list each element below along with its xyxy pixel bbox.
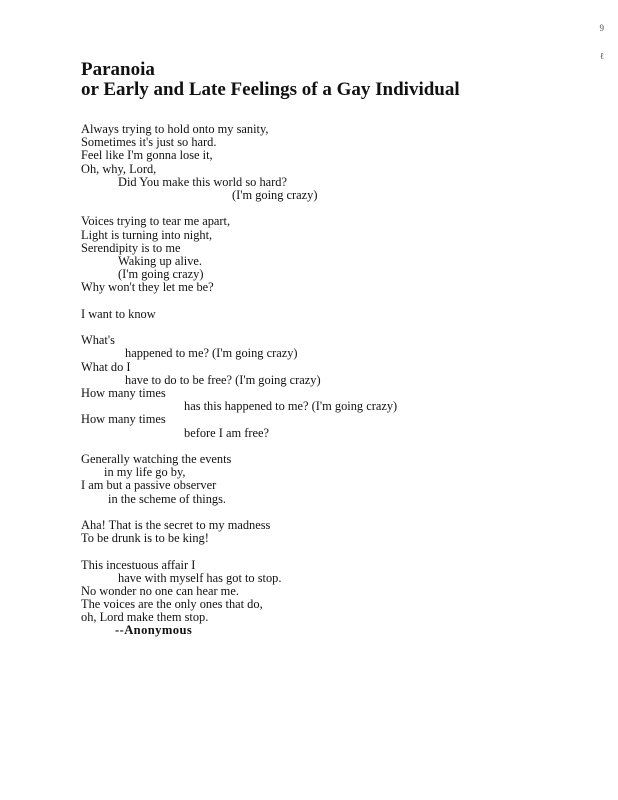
stanza-5 [81, 453, 601, 506]
poem-line: I am but a passive observer [81, 478, 217, 493]
poem-line: Always trying to hold onto my sanity, [81, 122, 269, 136]
stanza-6 [81, 519, 601, 545]
title-line-1: Paranoia [81, 59, 155, 80]
poem-line: (I'm going crazy) [118, 267, 204, 282]
poem-title [81, 60, 460, 100]
poem-line: has this happened to me? (I'm going crazy) [184, 399, 398, 414]
poem-line: Sometimes it's just so hard. [81, 135, 217, 150]
poem-line: Why won't they let me be? [81, 280, 214, 295]
stanza-2 [81, 215, 601, 294]
margin-mark: 9 [599, 23, 604, 33]
poem-line: What's [81, 333, 115, 348]
poem-line: Serendipity is to me [81, 240, 181, 255]
poem-line: How many times [81, 386, 166, 401]
poem-line: No wonder no one can hear me. [81, 584, 239, 599]
stanza-1 [81, 123, 601, 202]
poem-line: This incestuous affair I [81, 557, 196, 572]
stanza-3 [81, 308, 601, 321]
margin-marks [600, 14, 605, 70]
poem-line: happened to me? (I'm going crazy) [125, 346, 298, 361]
poem-line: before I am free? [184, 425, 269, 440]
poem-line: The voices are the only ones that do, [81, 597, 263, 612]
poem-line: have to do to be free? (I'm going crazy) [125, 372, 321, 387]
poem-line: Aha! That is the secret to my madness [81, 518, 271, 533]
stanza-4 [81, 334, 601, 440]
poem-line: have with myself has got to stop. [118, 570, 282, 585]
poem-line: Waking up alive. [118, 254, 202, 269]
poem-line: I want to know [81, 306, 156, 321]
poem-line: Oh, why, Lord, [81, 161, 157, 176]
poem-line: Generally watching the events [81, 452, 232, 467]
poem-line: Feel like I'm gonna lose it, [81, 148, 213, 163]
margin-mark: ℓ [599, 51, 604, 61]
poem-line: Voices trying to tear me apart, [81, 214, 231, 229]
author-signature: --Anonymous [115, 623, 193, 637]
poem-line: (I'm going crazy) [232, 188, 318, 203]
poem-line: oh, Lord make them stop. [81, 610, 209, 625]
poem-line: Did You make this world so hard? [118, 174, 287, 189]
poem-line: To be drunk is to be king! [81, 531, 209, 546]
poem-line: Light is turning into night, [81, 227, 213, 242]
poem-line: How many times [81, 412, 166, 427]
poem-body [81, 123, 601, 625]
poem-line: in the scheme of things. [108, 491, 227, 506]
poem-line: What do I [81, 359, 131, 374]
title-line-2: or Early and Late Feelings of a Gay Individual [81, 79, 460, 100]
stanza-7 [81, 559, 601, 625]
poem-line: in my life go by, [104, 465, 186, 480]
